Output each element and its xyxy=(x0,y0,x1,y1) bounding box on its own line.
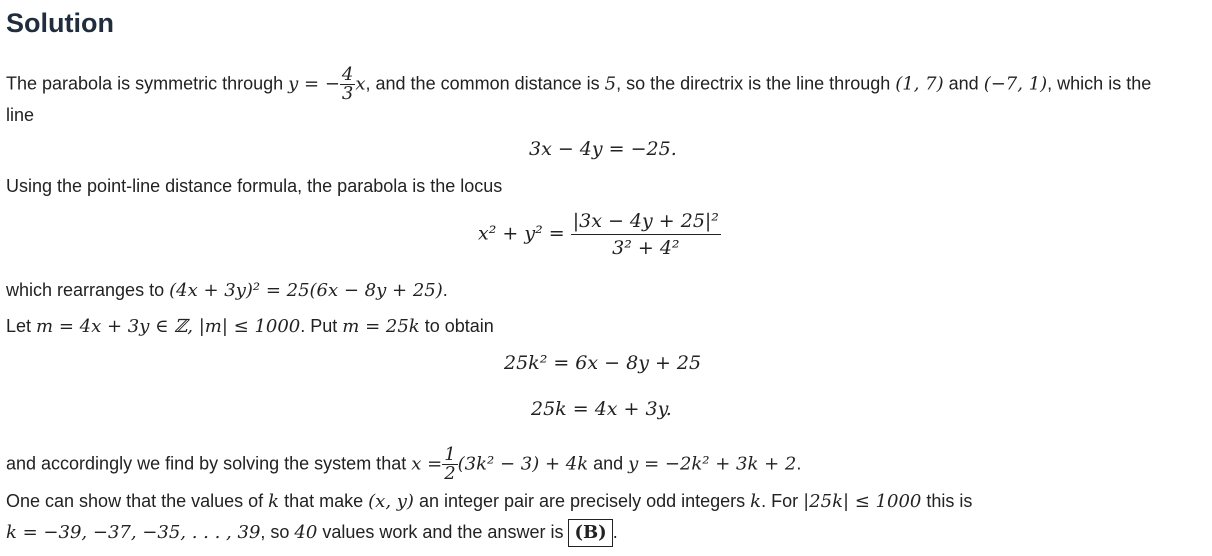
equation-25k-squared: 25k² = 6x − 8y + 25 xyxy=(504,352,702,374)
math-inline: y = − xyxy=(288,73,340,95)
fraction: $\frac{4}{3}$ xyxy=(341,64,354,104)
locus-equation: x² + y² = $\frac{\text{|3x − 4y + 25|²}}{\text{3² + 4²}}$ xyxy=(478,210,719,259)
paragraph-symmetry: The parabola is symmetric through y = − $\frac{4}{3}$ x, and the common distance is 5, so the directrix is the line through (1, 7) and (−7, 1), which is the xyxy=(6,64,1152,104)
paragraph-answer: k = −39, −37, −35, . . . , 39, so 40 values work and the answer is (B) . xyxy=(6,518,618,547)
paragraph-rearrange: which rearranges to (4x + 3y)² = 25(6x − 8y + 25). xyxy=(6,280,448,301)
fraction: $\frac{1}{2}$ xyxy=(444,444,456,484)
page-title: Solution xyxy=(6,8,114,38)
paragraph-solve-system: and accordingly we find by solving the system that x = $\frac{1}{2}$ (3k² − 3) + 4k and y = −2k² + 3k + 2. xyxy=(6,444,802,484)
paragraph-distance-formula: Using the point-line distance formula, the parabola is the locus xyxy=(6,176,503,196)
paragraph-odd-integers: One can show that the values of k that make (x, y) an integer pair are precisely odd integers k. For |25k| ≤ 1000 this is xyxy=(6,491,973,512)
answer-box: (B) xyxy=(568,519,612,547)
paragraph-symmetry-continued: line xyxy=(6,105,35,125)
equation-25k: 25k = 4x + 3y. xyxy=(531,398,672,420)
paragraph-substitution: Let m = 4x + 3y ∈ ℤ, |m| ≤ 1000. Put m = 25k to obtain xyxy=(6,316,494,337)
fraction: $\frac{\text{|3x − 4y + 25|²}}{\text{3² + 4²}}$ xyxy=(572,210,719,259)
directrix-equation: 3x − 4y = −25. xyxy=(529,138,677,160)
